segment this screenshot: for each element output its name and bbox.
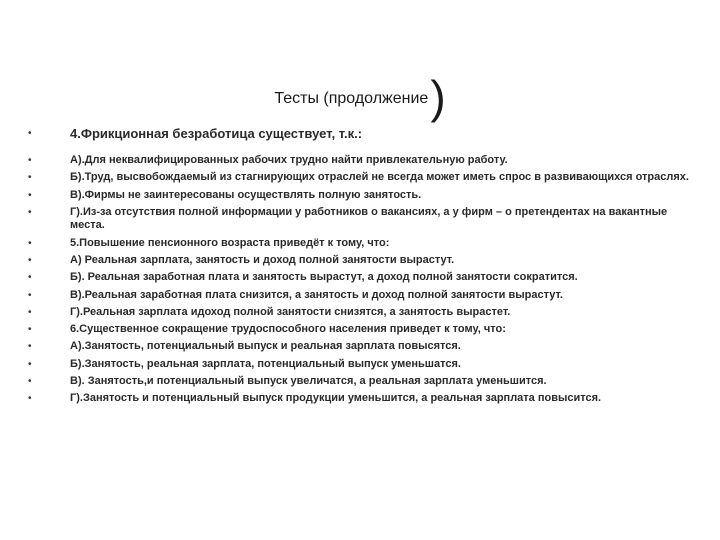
question-6-option-d: • Г).Занятость и потенциальный выпуск продукции уменьшится, а реальная зарплата повысится. — [28, 392, 698, 406]
question-4-option-a: • А).Для неквалифицированных рабочих трудно найти привлекательную работу. — [28, 154, 698, 168]
question-6-heading: • 6.Существенное сокращение трудоспособного населения приведет к тому, что: — [28, 323, 698, 337]
slide-title-text: Тесты (продолжение — [274, 90, 429, 107]
slide-title — [274, 64, 446, 123]
test-items-list — [28, 126, 698, 410]
question-6-option-c: • В). Занятость,и потенциальный выпуск увеличатся, а реальная зарплата уменьшится. — [28, 375, 698, 389]
question-5-option-d: • Г).Реальная зарплата идоход полной занятости снизятся, а занятость вырастет. — [28, 306, 698, 320]
slide-title-area — [0, 64, 720, 123]
question-4-option-d: • Г).Из-за отсутствия полной информации у работников о вакансиях, а у фирм – о претендентах на вакантные места. — [28, 206, 698, 233]
slide-title-paren: ) — [430, 71, 446, 123]
question-6-option-a: • А).Занятость, потенциальный выпуск и реальная зарплата повысятся. — [28, 340, 698, 354]
question-5-option-b: • Б). Реальная заработная плата и занятость вырастут, а доход полной занятости сократится. — [28, 271, 698, 285]
question-4-option-b: • Б).Труд, высвобождаемый из стагнирующих отраслей не всегда может иметь спрос в развивающихся отраслях. — [28, 171, 698, 185]
question-5-heading: • 5.Повышение пенсионного возраста приведёт к тому, что: — [28, 237, 698, 251]
question-5-option-a: • А) Реальная зарплата, занятость и доход полной занятости вырастут. — [28, 254, 698, 268]
question-5-option-c: • В).Реальная заработная плата снизится, а занятость и доход полной занятости вырастут. — [28, 289, 698, 303]
question-4-option-c: • В).Фирмы не заинтересованы осуществлять полную занятость. — [28, 189, 698, 203]
question-6-option-b: • Б).Занятость, реальная зарплата, потенциальный выпуск уменьшатся. — [28, 358, 698, 372]
question-4-heading: • 4.Фрикционная безработица существует, т.к.: — [28, 126, 698, 142]
